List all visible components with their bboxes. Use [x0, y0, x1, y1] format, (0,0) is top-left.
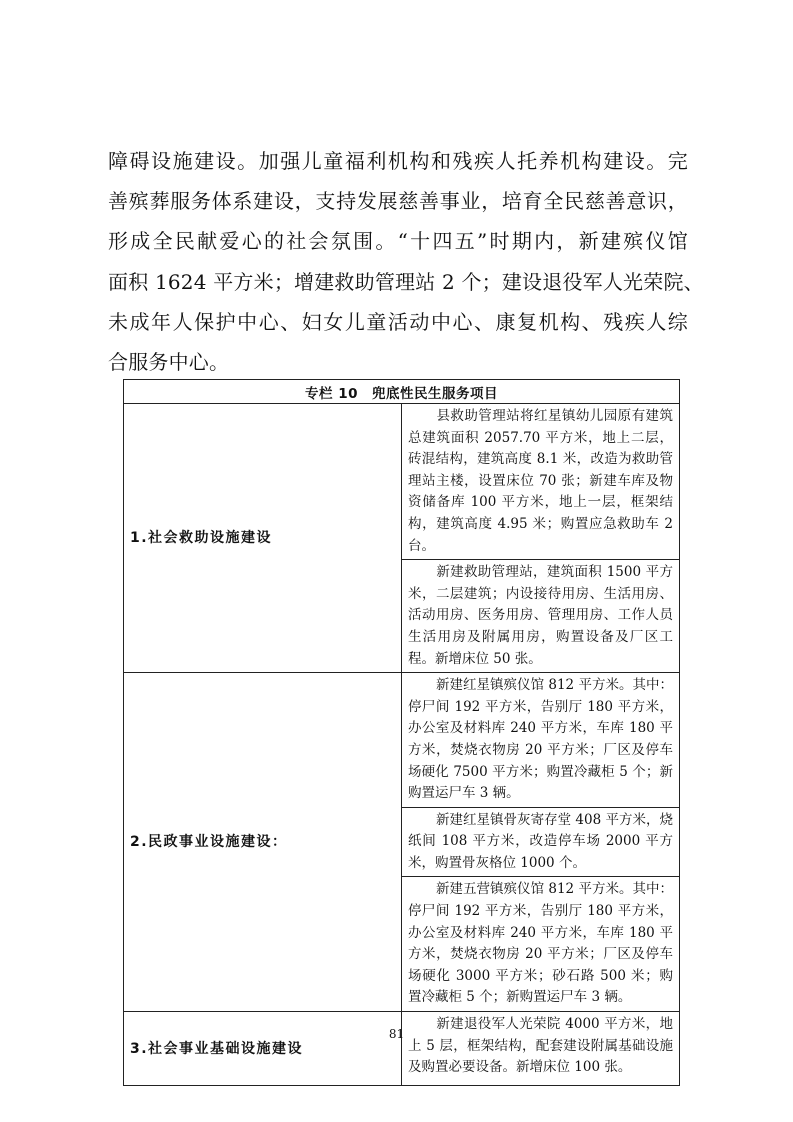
item-cell	[402, 673, 680, 808]
paragraph-line: 障碍设施建设。加强儿童福利机构和残疾人托养机构建设。完	[108, 149, 688, 173]
paragraph-line: 善殡葬服务体系建设，支持发展慈善事业，培育全民慈善意识，	[108, 189, 688, 214]
item-text: 新建救助管理站，建筑面积 1500 平方米，二层建筑；内设接待用房、生活用房、活动用房、医务用房、管理用房、工作人员生活用房及附属用房，购置设备及厂区工程。新增床位 50 张。	[408, 564, 673, 667]
table-row	[124, 404, 680, 560]
item-text: 新建五营镇殡仪馆 812 平方米。其中：停尸间 192 平方米，告别厅 180 平方米，办公室及材料库 240 平方米，车库 180 平方米，焚烧衣物房 20 平方米；厂区及停车场硬化 3000 平方米；砂石路 500 米；购置冷藏柜 5 个；新购置运尸车 3 辆。	[408, 881, 673, 1006]
paragraph-line: 面积 1624 平方米；增建救助管理站 2 个；建设退役军人光荣院、	[108, 269, 704, 294]
item-cell	[402, 404, 680, 560]
project-box-table	[123, 379, 680, 1086]
box-caption: 专栏 10 兜底性民生服务项目	[124, 380, 680, 404]
body-paragraph	[108, 141, 704, 382]
box-caption-row	[124, 380, 680, 404]
category-cell: 1.社会救助设施建设	[124, 404, 402, 673]
category-cell: 2.民政事业设施建设：	[124, 673, 402, 1012]
table-row	[124, 1012, 680, 1086]
paragraph-line: 未成年人保护中心、妇女儿童活动中心、康复机构、残疾人综	[108, 309, 688, 334]
paragraph-line: 合服务中心。	[108, 349, 230, 374]
item-text: 县救助管理站将红星镇幼儿园原有建筑总建筑面积 2057.70 平方米，地上二层，砖混结构，建筑高度 8.1 米，改造为救助管理站主楼，设置床位 70 张；新建车库及物资储备库 100 平方米，地上一层，框架结构，建筑高度 4.95 米；购置应急救助车 2 台。	[408, 408, 673, 554]
paragraph-line: 形成全民献爱心的社会氛围。“十四五”时期内，新建殡仪馆	[108, 229, 688, 254]
item-cell	[402, 877, 680, 1012]
page-number: 81	[388, 1027, 405, 1041]
item-text: 新建红星镇骨灰寄存堂 408 平方米，烧纸间 108 平方米，改造停车场 2000 平方米，购置骨灰格位 1000 个。	[408, 811, 673, 871]
table-row	[124, 673, 680, 808]
item-text: 新建红星镇殡仪馆 812 平方米。其中：停尸间 192 平方米，告别厅 180 平方米，办公室及材料库 240 平方米，车库 180 平方米，焚烧衣物房 20 平方米；厂区及停车场硬化 7500 平方米；购置冷藏柜 5 个；新购置运尸车 3 辆。	[408, 677, 673, 802]
category-cell: 3.社会事业基础设施建设	[124, 1012, 402, 1086]
item-cell	[402, 560, 680, 673]
item-cell	[402, 807, 680, 877]
item-cell	[402, 1012, 680, 1086]
item-text: 新建退役军人光荣院 4000 平方米，地上 5 层，框架结构，配套建设附属基础设施及购置必要设备。新增床位 100 张。	[408, 1016, 673, 1076]
